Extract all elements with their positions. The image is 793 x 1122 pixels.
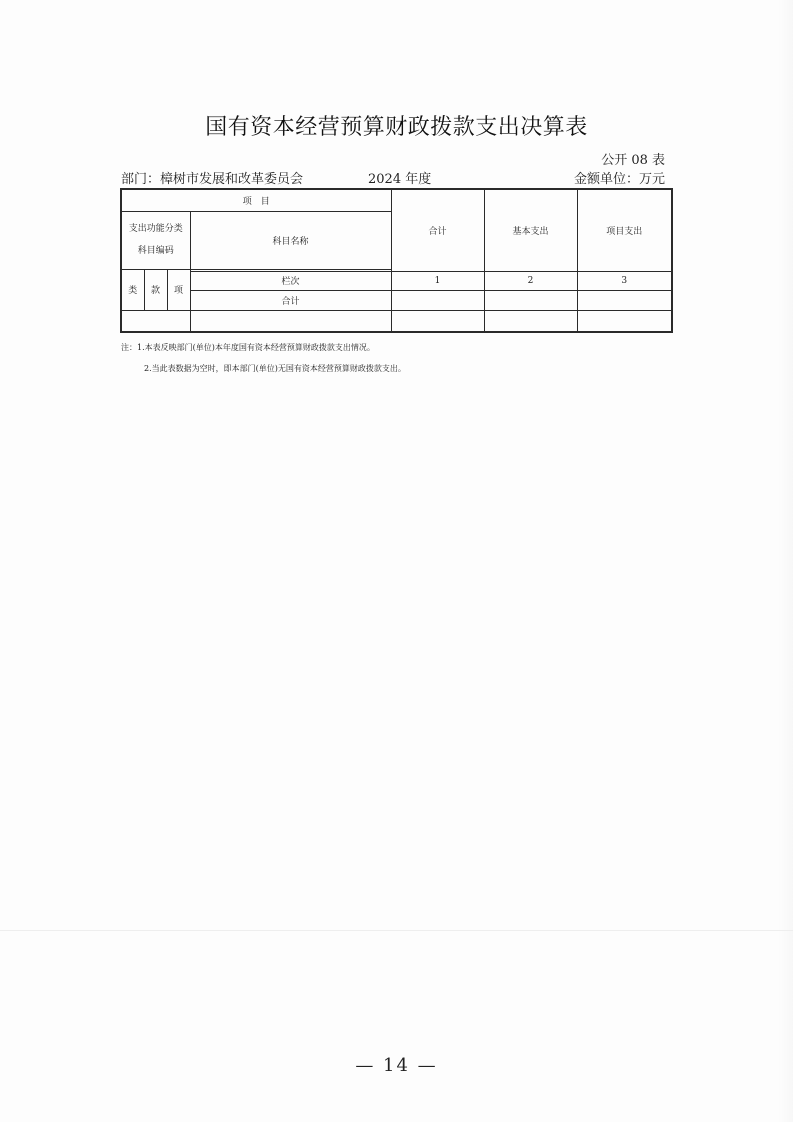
row-lanci-label: 栏次 bbox=[190, 271, 391, 290]
header-class-code bbox=[121, 211, 190, 269]
note-1: 注：1.本表反映部门(单位)本年度国有资本经营预算财政拨款支出情况。 bbox=[121, 343, 375, 352]
lanci-value-1: 1 bbox=[391, 271, 484, 290]
note-2: 2.当此表数据为空时，即本部门(单位)无国有资本经营预算财政拨款支出。 bbox=[144, 364, 406, 373]
lanci-value-2: 2 bbox=[484, 271, 577, 290]
lanci-row bbox=[121, 271, 672, 290]
empty-name-cell bbox=[190, 310, 391, 332]
table-notes bbox=[121, 337, 406, 379]
header-project-expense: 项目支出 bbox=[577, 189, 672, 271]
amount-unit: 金额单位：万元 bbox=[573, 172, 665, 187]
total-value-cell bbox=[391, 290, 484, 310]
col-kuan: 款 bbox=[144, 269, 167, 310]
fiscal-year: 2024 年度 bbox=[368, 172, 432, 187]
expenditure-table bbox=[120, 188, 673, 333]
col-xiang: 项 bbox=[167, 269, 190, 310]
header-class-code-line1: 支出功能分类 bbox=[128, 224, 183, 234]
header-project: 项 目 bbox=[121, 189, 391, 211]
total-basic-cell bbox=[484, 290, 577, 310]
department-label: 部门：樟树市发展和改革委员会 bbox=[121, 172, 304, 187]
row-total-label: 合计 bbox=[190, 290, 391, 310]
lanci-value-3: 3 bbox=[577, 271, 672, 290]
total-project-cell bbox=[577, 290, 672, 310]
total-row bbox=[121, 290, 672, 310]
empty-project-cell bbox=[577, 310, 672, 332]
col-lei: 类 bbox=[121, 269, 144, 310]
document-title: 国有资本经营预算财政拨款支出决算表 bbox=[205, 115, 588, 140]
empty-total-cell bbox=[391, 310, 484, 332]
scan-edge-shadow bbox=[777, 0, 793, 1122]
scan-artifact-line bbox=[0, 930, 793, 931]
header-total: 合计 bbox=[391, 189, 484, 271]
page-number: — 14 — bbox=[355, 1055, 438, 1076]
header-basic-expense: 基本支出 bbox=[484, 189, 577, 271]
empty-code-cell bbox=[121, 310, 190, 332]
empty-basic-cell bbox=[484, 310, 577, 332]
header-class-code-line2: 科目编码 bbox=[137, 246, 174, 256]
table-number: 公开 08 表 bbox=[601, 153, 665, 168]
empty-row bbox=[121, 310, 672, 332]
header-row-1 bbox=[121, 189, 672, 211]
header-subject-name: 科目名称 bbox=[190, 211, 391, 269]
